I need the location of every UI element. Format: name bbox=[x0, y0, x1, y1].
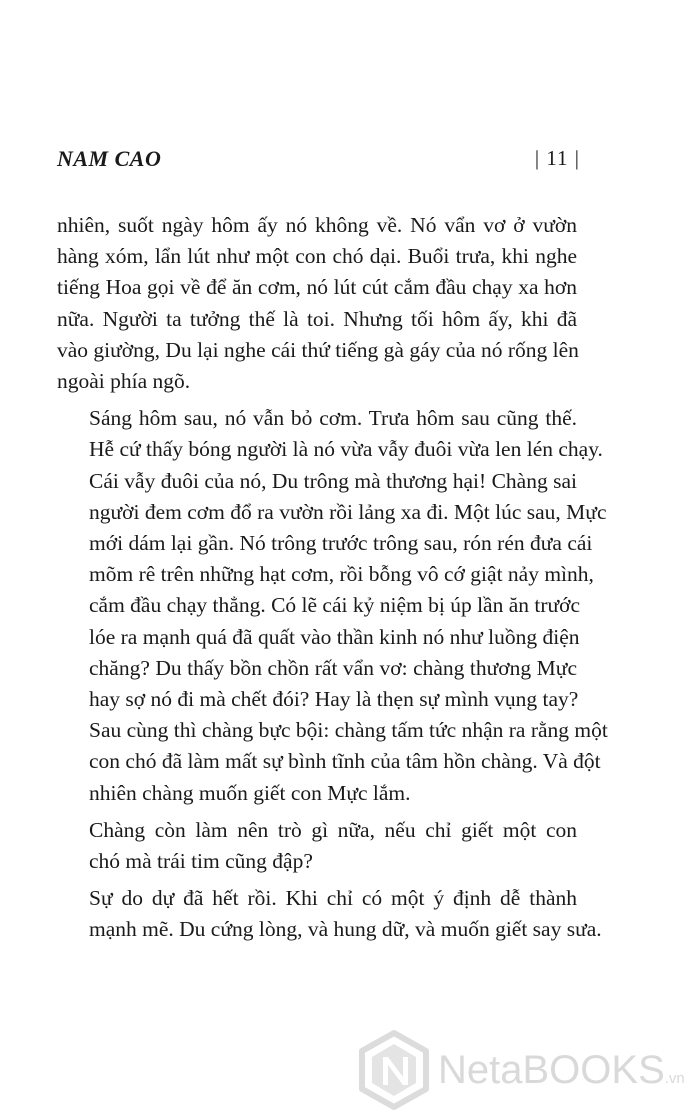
paragraph bbox=[57, 403, 608, 809]
text-line: Sáng hôm sau, nó vẫn bỏ cơm. Trưa hôm sau cũng thế. bbox=[89, 406, 577, 431]
page-number: | 11 | bbox=[534, 146, 580, 170]
author-name: NAM CAO bbox=[57, 146, 162, 171]
text-line: nhiên, suốt ngày hôm ấy nó không về. Nó vẩn vơ ở vườn bbox=[57, 213, 577, 237]
text-line: lóe ra mạnh quá đã quất vào thần kinh nó như luồng điện bbox=[89, 624, 580, 649]
text-line: ngoài phía ngõ. bbox=[57, 369, 191, 394]
text-line: cắm đầu chạy thẳng. Có lẽ cái kỷ niệm bị úp lần ăn trước bbox=[89, 593, 581, 618]
paragraph bbox=[57, 210, 577, 397]
running-header bbox=[57, 146, 580, 180]
text-line: nữa. Người ta tưởng thế là toi. Nhưng tối hôm ấy, khi đã bbox=[57, 306, 577, 331]
text-line: Hễ cứ thấy bóng người là nó vừa vẫy đuôi vừa len lén chạy. bbox=[89, 437, 603, 462]
netabooks-logo-icon bbox=[358, 1030, 430, 1110]
watermark-suffix: .vn bbox=[664, 1070, 685, 1087]
text-line: Sau cùng thì chàng bực bội: chàng tấm tức nhận ra rằng một bbox=[89, 718, 608, 743]
text-line: mới dám lại gần. Nó trông trước trông sau, rón rén đưa cái bbox=[89, 531, 593, 556]
text-line: mõm rê trên những hạt cơm, rồi bỗng vô cớ giật nảy mình, bbox=[89, 562, 594, 587]
paragraph bbox=[57, 883, 602, 945]
text-line: hàng xóm, lẩn lút như một con chó dại. Buổi trưa, khi nghe bbox=[57, 244, 577, 269]
watermark-text bbox=[438, 1048, 685, 1093]
body-text bbox=[57, 210, 608, 952]
text-line: Cái vẫy đuôi của nó, Du trông mà thương hại! Chàng sai bbox=[89, 468, 577, 493]
publisher-watermark bbox=[358, 1030, 688, 1110]
text-line: hay sợ nó đi mà chết đói? Hay là thẹn sự mình vụng tay? bbox=[89, 687, 579, 712]
text-line: mạnh mẽ. Du cứng lòng, và hung dữ, và muốn giết say sưa. bbox=[89, 917, 602, 942]
paragraph bbox=[57, 815, 577, 877]
text-line: chăng? Du thấy bồn chồn rất vẩn vơ: chàng thương Mực bbox=[89, 655, 577, 680]
watermark-brand: NetaBOOKS bbox=[438, 1048, 665, 1092]
text-line: Sự do dự đã hết rồi. Khi chỉ có một ý định dễ thành bbox=[89, 886, 577, 911]
text-line: nhiên chàng muốn giết con Mực lắm. bbox=[89, 780, 411, 805]
text-line: con chó đã làm mất sự bình tĩnh của tâm hồn chàng. Và đột bbox=[89, 749, 601, 774]
text-line: chó mà trái tim cũng đập? bbox=[89, 849, 313, 874]
text-line: Chàng còn làm nên trò gì nữa, nếu chỉ giết một con bbox=[89, 817, 577, 842]
text-line: người đem cơm đổ ra vườn rồi lảng xa đi. Một lúc sau, Mực bbox=[89, 499, 607, 524]
text-line: tiếng Hoa gọi về để ăn cơm, nó lút cút cắm đầu chạy xa hơn bbox=[57, 275, 577, 300]
text-line: vào giường, Du lại nghe cái thứ tiếng gà gáy của nó rống lên bbox=[57, 337, 579, 362]
